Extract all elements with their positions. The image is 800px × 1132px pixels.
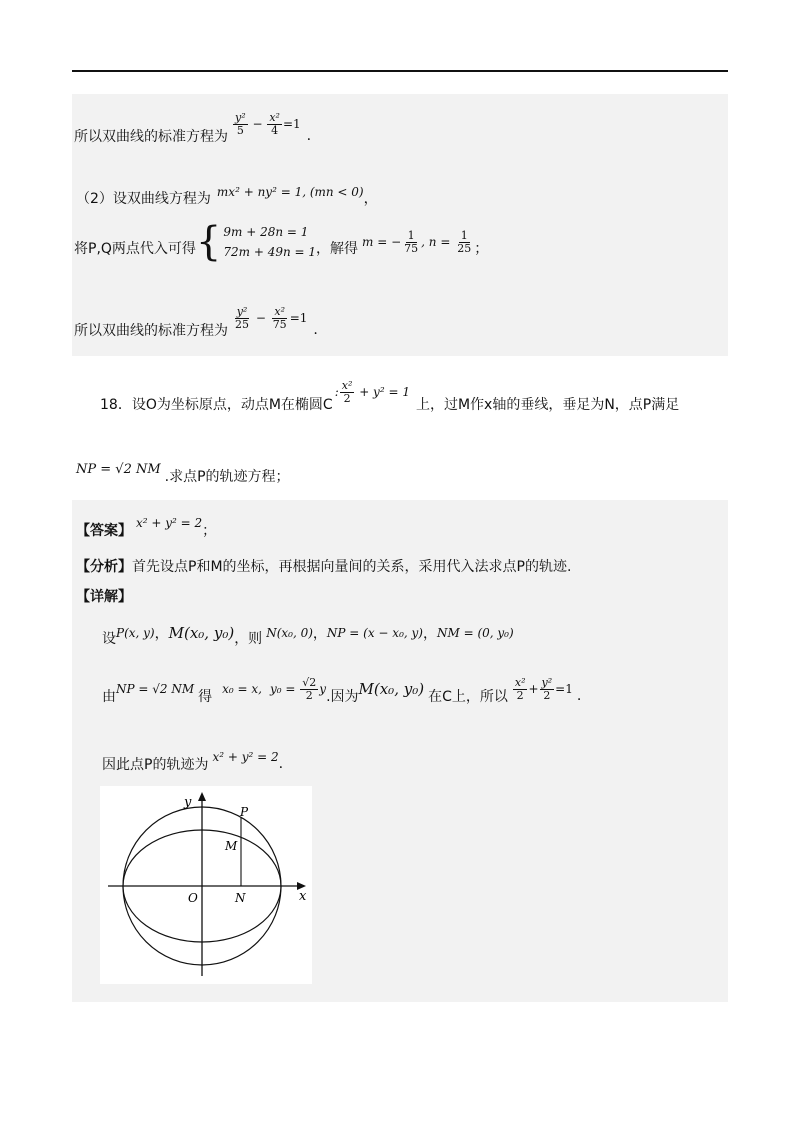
detail-point-m: M(x₀, y₀) bbox=[358, 680, 425, 698]
conclusion-equation: x² + y² = 2 bbox=[212, 750, 279, 764]
question-text-c: .求点P的轨迹方程； bbox=[164, 469, 290, 485]
result2-line: 所以双曲线的标准方程为 $\frac{\text{y²}}{25}$ − $\frac{\text{x²}}{75}$ =1 . bbox=[74, 304, 318, 339]
detail-line-2: 由 NP = √2 NM 得 x₀ = x, y₀ = $\frac{√2}{2}$ y .因为 M(x₀, y₀) 在C上，所以 $\frac{\text{x²}}{2}$ + $\frac{\text{y²}}{2}$ =1 . bbox=[102, 675, 582, 705]
point-p-coords: P(x, y) bbox=[116, 626, 155, 640]
result1-prefix: 所以双曲线的标准方程为 bbox=[74, 129, 228, 145]
detail-ellipse-eq: $\frac{\text{x²}}{2}$ + $\frac{\text{y²}}{2}$ =1 bbox=[514, 675, 573, 702]
analysis-line bbox=[76, 556, 571, 576]
label-y: y bbox=[184, 795, 192, 810]
substitution-line: 将P,Q两点代入可得 { 9m + 28n = 1 72m + 49n = 1 ，解得 m = − $\frac{1}{75}$ , n = $\frac{1}{25}$ ； bbox=[74, 219, 489, 265]
detail-you: 由 bbox=[102, 689, 116, 705]
detail-label: 【详解】 bbox=[76, 589, 132, 605]
y0-relation: y₀ = $\frac{√2}{2}$ y bbox=[269, 675, 327, 702]
part2-line: （2）设双曲线方程为 mx² + ny² = 1, (mn < 0) ， bbox=[76, 185, 378, 207]
solution-values: m = − $\frac{1}{75}$ , n = $\frac{1}{25}$ bbox=[362, 228, 472, 255]
detail-she: 设 bbox=[102, 631, 116, 647]
solve-text: ，解得 bbox=[316, 241, 359, 257]
detail-line-3: 因此点P的轨迹为 x² + y² = 2 . bbox=[102, 750, 284, 773]
detail-line-1: 设 P(x, y) ， M(x₀, y₀) ，则 N(x₀, 0) ， NP = (x − x₀, y) ， NM = (0, y₀) bbox=[102, 624, 514, 647]
detail-vector-condition: NP = √2 NM bbox=[116, 682, 195, 696]
result1-equation: $\frac{\text{y²}}{5}$ − $\frac{\text{x²}}{4}$ =1 bbox=[235, 110, 301, 137]
label-m: M bbox=[225, 839, 238, 853]
system-eq2: 72m + 49n = 1 bbox=[223, 245, 317, 259]
part2-equation: mx² + ny² = 1, (mn < 0) bbox=[216, 185, 364, 199]
label-x: x bbox=[299, 889, 307, 904]
label-origin: O bbox=[188, 891, 198, 905]
analysis-label: 【分析】 bbox=[76, 559, 132, 575]
result2-prefix: 所以双曲线的标准方程为 bbox=[74, 323, 228, 339]
detail-label-line bbox=[76, 586, 132, 606]
conclusion-text: 因此点P的轨迹为 bbox=[102, 757, 209, 773]
substitution-prefix: 将P,Q两点代入可得 bbox=[74, 241, 196, 257]
label-n: N bbox=[235, 891, 246, 905]
detail-because: .因为 bbox=[326, 689, 359, 705]
equation-system: { 9m + 28n = 1 72m + 49n = 1 bbox=[195, 219, 317, 265]
point-m-coords: M(x₀, y₀) bbox=[168, 624, 235, 642]
figure-svg bbox=[100, 786, 312, 984]
answer-equation: x² + y² = 2 bbox=[136, 516, 203, 530]
result1-line: 所以双曲线的标准方程为 $\frac{\text{y²}}{5}$ − $\frac{\text{x²}}{4}$ =1 . bbox=[74, 110, 312, 145]
question-number: 18． bbox=[100, 397, 132, 413]
vector-np: NP = (x − x₀, y) bbox=[326, 626, 423, 640]
result2-equation: $\frac{\text{y²}}{25}$ − $\frac{\text{x²}}{75}$ =1 bbox=[235, 304, 308, 331]
answer-label: 【答案】 bbox=[76, 523, 132, 539]
detail-ze: ，则 bbox=[234, 631, 263, 647]
system-eq1: 9m + 28n = 1 bbox=[223, 225, 309, 239]
detail-de: 得 bbox=[198, 689, 213, 705]
question-18-line2 bbox=[76, 452, 290, 486]
header-rule bbox=[72, 70, 728, 72]
label-p: P bbox=[240, 805, 249, 819]
x0-relation: x₀ = x, bbox=[222, 682, 262, 696]
detail-on-c: 在C上，所以 bbox=[428, 689, 508, 705]
vector-condition: NP = √2 NM bbox=[76, 461, 161, 477]
vector-nm: NM = (0, y₀) bbox=[436, 626, 514, 640]
circle-ellipse-figure bbox=[100, 786, 312, 984]
analysis-text: 首先设点P和M的坐标，再根据向量间的关系，采用代入法求点P的轨迹. bbox=[132, 559, 572, 575]
answer-line: 【答案】 x² + y² = 2 ； bbox=[76, 516, 217, 539]
y-axis-arrow bbox=[198, 792, 206, 801]
ellipse-equation: : $\frac{\text{x²}}{2}$ + y² = 1 bbox=[334, 378, 410, 405]
question-text-b: 上，过M作x轴的垂线，垂足为N，点P满足 bbox=[415, 397, 680, 413]
question-text-a: 设O为坐标原点，动点M在椭圆C bbox=[131, 397, 333, 413]
question-18-line bbox=[100, 370, 679, 414]
part2-label: （2）设双曲线方程为 bbox=[76, 191, 211, 207]
point-n-coords: N(x₀, 0) bbox=[266, 626, 313, 640]
